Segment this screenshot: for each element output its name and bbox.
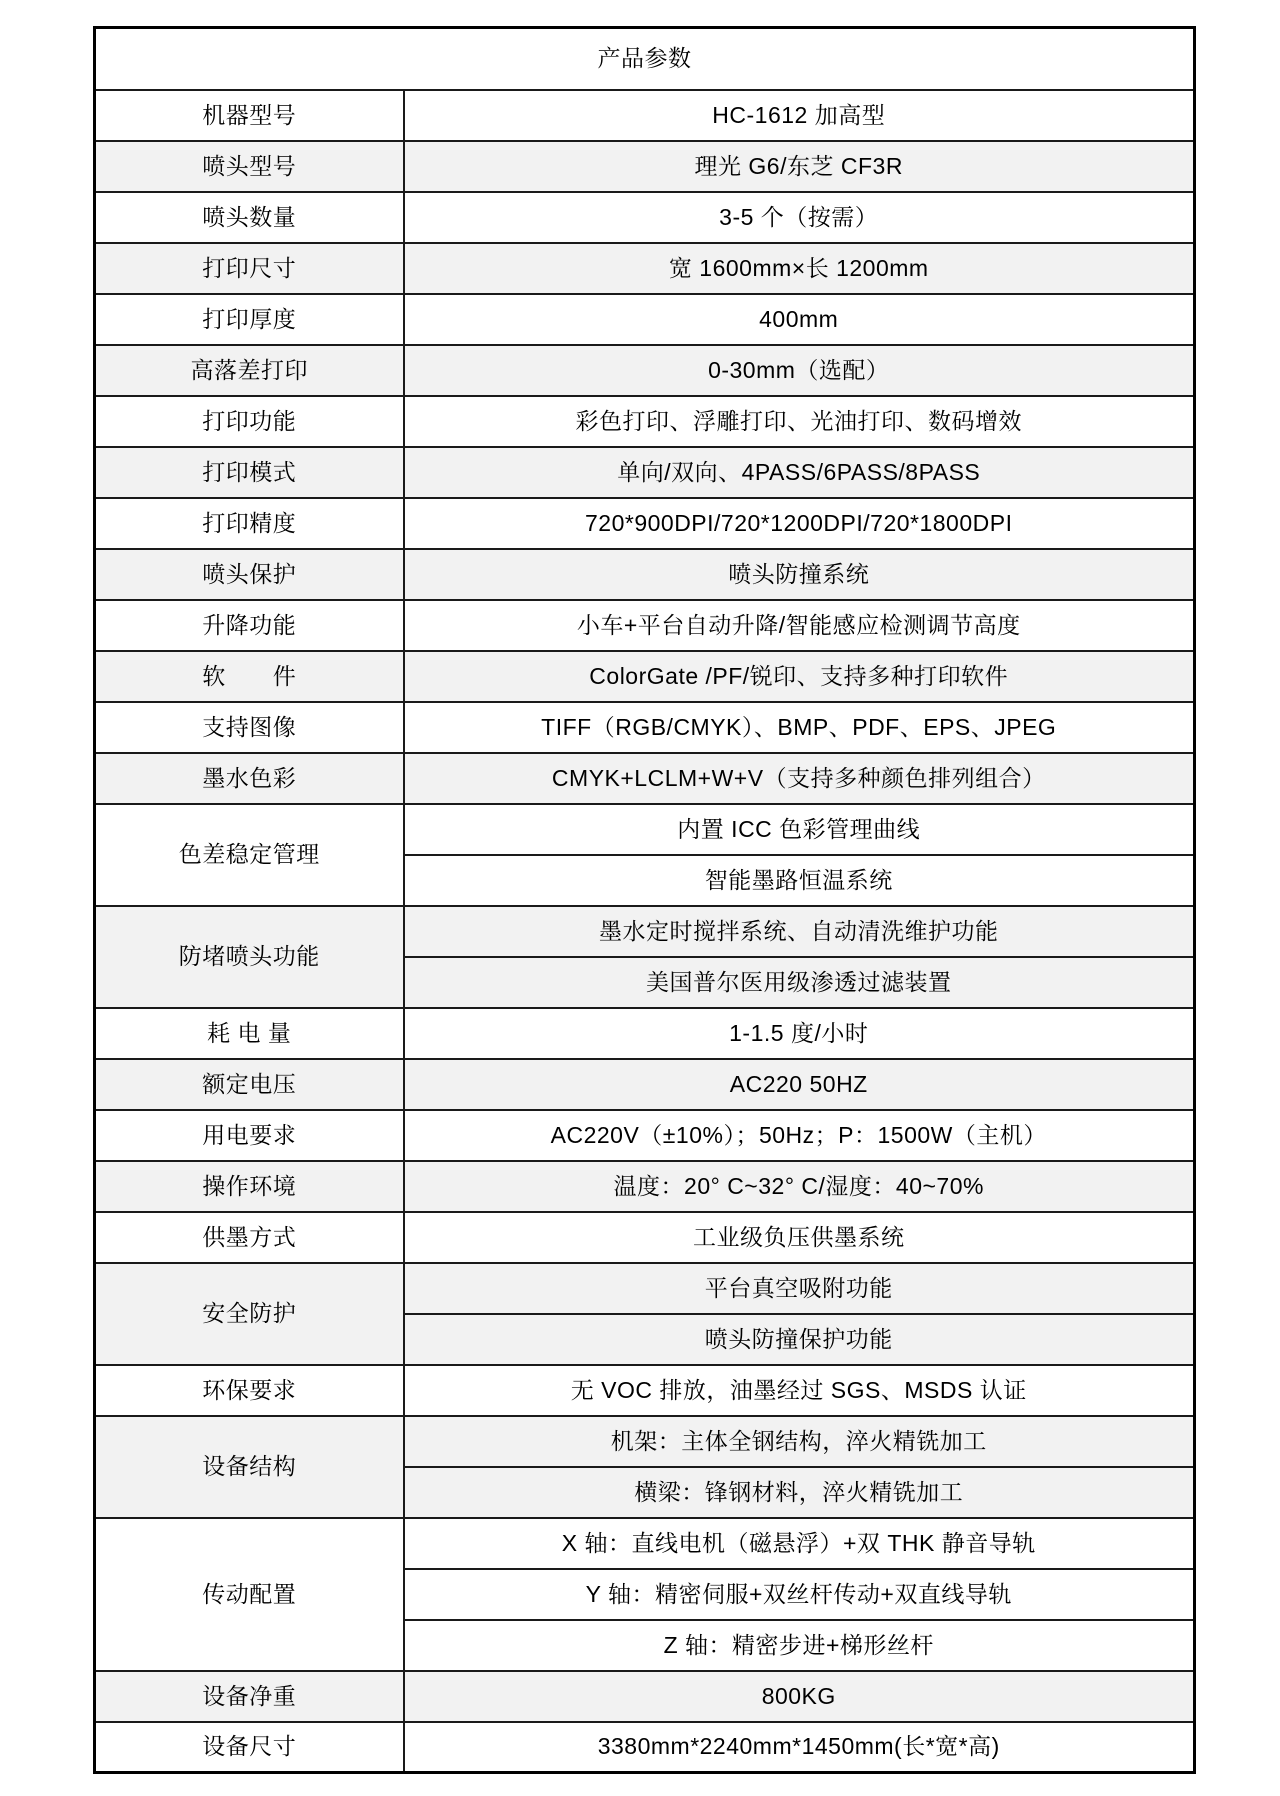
- spec-label: 设备尺寸: [95, 1722, 404, 1773]
- spec-value: 内置 ICC 色彩管理曲线: [404, 804, 1195, 855]
- spec-label: 安全防护: [95, 1263, 404, 1365]
- row-safety-protection: [95, 1263, 1195, 1314]
- row-machine-dimensions: [95, 1722, 1195, 1773]
- spec-label: 打印厚度: [95, 294, 404, 345]
- spec-value: 3380mm*2240mm*1450mm(长*宽*高): [404, 1722, 1195, 1773]
- spec-label: 操作环境: [95, 1161, 404, 1212]
- row-printhead-count: [95, 192, 1195, 243]
- spec-value: 小车+平台自动升降/智能感应检测调节高度: [404, 600, 1195, 651]
- spec-label: 喷头保护: [95, 549, 404, 600]
- row-anti-clog: [95, 906, 1195, 957]
- spec-value: 0-30mm（选配）: [404, 345, 1195, 396]
- row-environmental-requirements: [95, 1365, 1195, 1416]
- spec-label: 防堵喷头功能: [95, 906, 404, 1008]
- spec-value: 平台真空吸附功能: [404, 1263, 1195, 1314]
- row-ink-supply: [95, 1212, 1195, 1263]
- spec-label: 设备净重: [95, 1671, 404, 1722]
- spec-label: 打印尺寸: [95, 243, 404, 294]
- row-printhead-protection: [95, 549, 1195, 600]
- spec-label: 墨水色彩: [95, 753, 404, 804]
- row-color-stability: [95, 804, 1195, 855]
- spec-value: X 轴：直线电机（磁悬浮）+双 THK 静音导轨: [404, 1518, 1195, 1569]
- spec-value: 温度：20° C~32° C/湿度：40~70%: [404, 1161, 1195, 1212]
- row-print-size: [95, 243, 1195, 294]
- row-power-requirements: [95, 1110, 1195, 1161]
- table-header-row: [95, 28, 1195, 90]
- row-lift-function: [95, 600, 1195, 651]
- row-machine-model: [95, 90, 1195, 141]
- spec-value: 无 VOC 排放，油墨经过 SGS、MSDS 认证: [404, 1365, 1195, 1416]
- row-net-weight: [95, 1671, 1195, 1722]
- spec-value: 智能墨路恒温系统: [404, 855, 1195, 906]
- spec-label: 用电要求: [95, 1110, 404, 1161]
- spec-value: AC220 50HZ: [404, 1059, 1195, 1110]
- row-ink-colors: [95, 753, 1195, 804]
- spec-label: 环保要求: [95, 1365, 404, 1416]
- row-print-mode: [95, 447, 1195, 498]
- row-rated-voltage: [95, 1059, 1195, 1110]
- spec-label: 软 件: [95, 651, 404, 702]
- row-power-consumption: [95, 1008, 1195, 1059]
- spec-value: 单向/双向、4PASS/6PASS/8PASS: [404, 447, 1195, 498]
- spec-value: Y 轴：精密伺服+双丝杆传动+双直线导轨: [404, 1569, 1195, 1620]
- spec-value: 1-1.5 度/小时: [404, 1008, 1195, 1059]
- spec-label: 打印精度: [95, 498, 404, 549]
- spec-value: 彩色打印、浮雕打印、光油打印、数码增效: [404, 396, 1195, 447]
- spec-value: 工业级负压供墨系统: [404, 1212, 1195, 1263]
- spec-value: 墨水定时搅拌系统、自动清洗维护功能: [404, 906, 1195, 957]
- row-machine-structure: [95, 1416, 1195, 1467]
- spec-label: 打印模式: [95, 447, 404, 498]
- table-title: 产品参数: [95, 28, 1195, 90]
- row-operating-environment: [95, 1161, 1195, 1212]
- spec-value: 理光 G6/东芝 CF3R: [404, 141, 1195, 192]
- spec-value: 机架：主体全钢结构，淬火精铣加工: [404, 1416, 1195, 1467]
- spec-label: 升降功能: [95, 600, 404, 651]
- spec-value: HC-1612 加高型: [404, 90, 1195, 141]
- spec-value: CMYK+LCLM+W+V（支持多种颜色排列组合）: [404, 753, 1195, 804]
- spec-label: 高落差打印: [95, 345, 404, 396]
- row-print-resolution: [95, 498, 1195, 549]
- spec-label: 耗 电 量: [95, 1008, 404, 1059]
- spec-value: 喷头防撞系统: [404, 549, 1195, 600]
- row-supported-images: [95, 702, 1195, 753]
- spec-value: AC220V（±10%）；50Hz；P：1500W（主机）: [404, 1110, 1195, 1161]
- spec-label: 传动配置: [95, 1518, 404, 1671]
- row-print-thickness: [95, 294, 1195, 345]
- spec-value: 宽 1600mm×长 1200mm: [404, 243, 1195, 294]
- spec-label: 支持图像: [95, 702, 404, 753]
- row-print-functions: [95, 396, 1195, 447]
- spec-value: TIFF（RGB/CMYK）、BMP、PDF、EPS、JPEG: [404, 702, 1195, 753]
- spec-value: 3-5 个（按需）: [404, 192, 1195, 243]
- row-drive-configuration: [95, 1518, 1195, 1569]
- row-software: [95, 651, 1195, 702]
- row-height-drop-print: [95, 345, 1195, 396]
- product-spec-table: [93, 26, 1196, 1774]
- spec-value: 美国普尔医用级渗透过滤装置: [404, 957, 1195, 1008]
- spec-label: 打印功能: [95, 396, 404, 447]
- spec-label: 供墨方式: [95, 1212, 404, 1263]
- spec-label: 额定电压: [95, 1059, 404, 1110]
- spec-label: 机器型号: [95, 90, 404, 141]
- spec-label: 喷头型号: [95, 141, 404, 192]
- spec-label: 色差稳定管理: [95, 804, 404, 906]
- spec-value: Z 轴：精密步进+梯形丝杆: [404, 1620, 1195, 1671]
- spec-value: 720*900DPI/720*1200DPI/720*1800DPI: [404, 498, 1195, 549]
- spec-value: 喷头防撞保护功能: [404, 1314, 1195, 1365]
- spec-label: 设备结构: [95, 1416, 404, 1518]
- row-printhead-model: [95, 141, 1195, 192]
- spec-value: 400mm: [404, 294, 1195, 345]
- spec-value: 800KG: [404, 1671, 1195, 1722]
- spec-value: 横梁：锋钢材料，淬火精铣加工: [404, 1467, 1195, 1518]
- spec-value: ColorGate /PF/锐印、支持多种打印软件: [404, 651, 1195, 702]
- spec-label: 喷头数量: [95, 192, 404, 243]
